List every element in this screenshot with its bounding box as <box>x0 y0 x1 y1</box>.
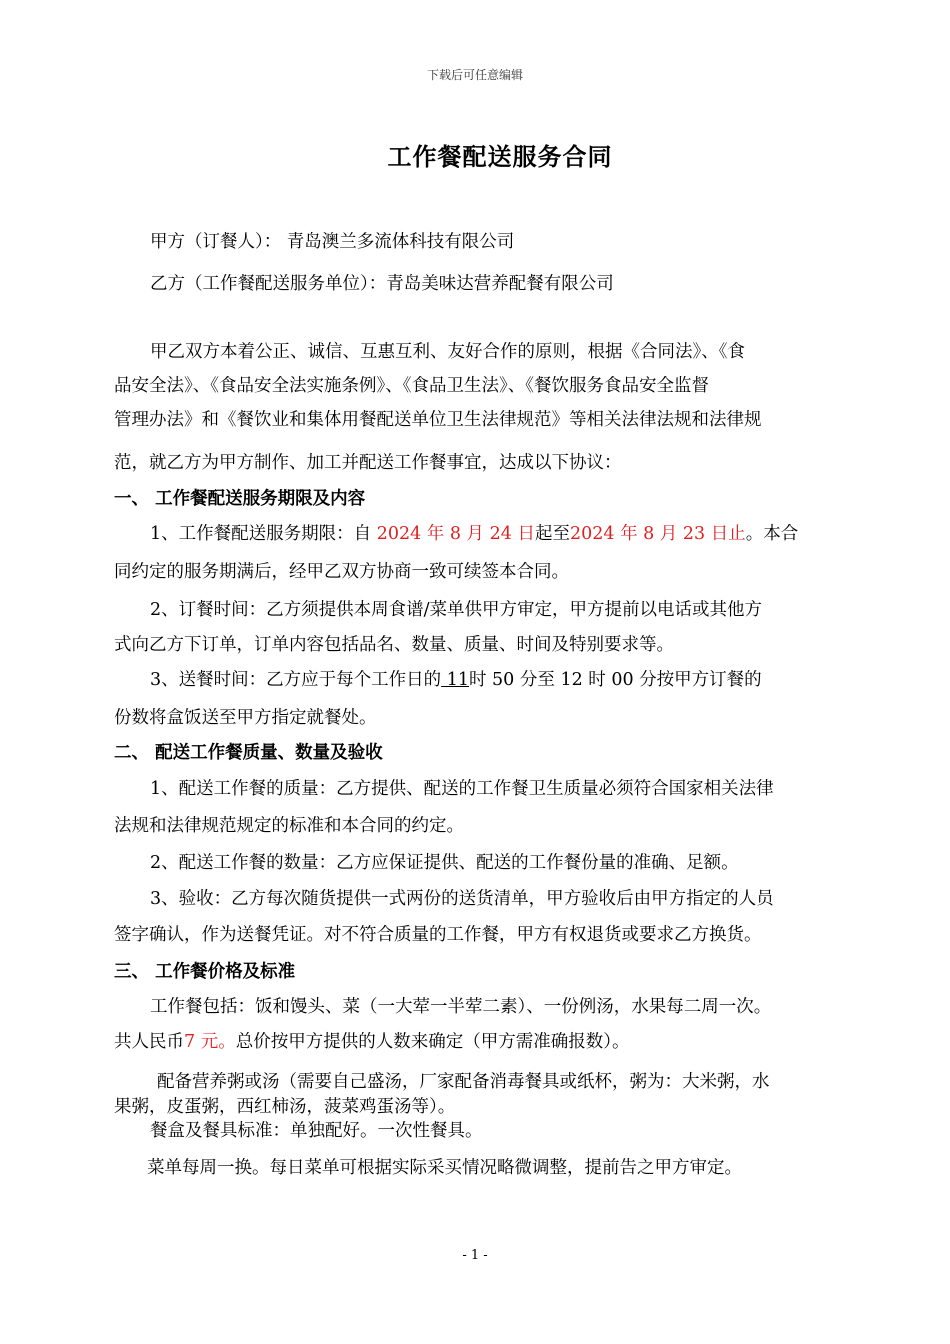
congee-line2: 果粥，皮蛋粥，西红柿汤，菠菜鸡蛋汤等）。 <box>114 1097 456 1117</box>
price-line <box>114 1028 629 1053</box>
congee-line: 配备营养粥或汤（需要自己盛汤，厂家配备消毒餐具或纸杯，粥为：大米粥，水 <box>157 1072 770 1092</box>
term-mid: 起至 <box>534 524 570 544</box>
section-heading: 一、 工作餐配送服务期限及内容 <box>114 489 366 509</box>
order-time-clause-line2: 式向乙方下订单，订单内容包括品名、数量、质量、时间及特别要求等。 <box>114 635 674 655</box>
delivery-time-clause-line2: 份数将盒饭送至甲方指定就餐处。 <box>114 708 377 728</box>
term-suffix: 。本合 <box>745 524 799 544</box>
intro-line: 管理办法》和《餐饮业和集体用餐配送单位卫生法律规范》等相关法律法规和法律规 <box>114 410 762 430</box>
delivery-time-clause <box>150 666 762 691</box>
price-suffix: 总价按甲方提供的人数来确定（甲方需准确报数）。 <box>235 1032 630 1052</box>
section-heading: 三、 工作餐价格及标准 <box>114 962 296 982</box>
order-time-clause: 2、订餐时间：乙方须提供本周食谱/菜单供甲方审定，甲方提前以电话或其他方 <box>150 600 763 620</box>
intro-line: 甲乙双方本着公正、诚信、互惠互利、友好合作的原则，根据《合同法》、《食 <box>150 342 745 362</box>
page-number: - 1 - <box>462 1248 488 1263</box>
delivery-suffix: 时 50 分至 12 时 00 分按甲方订餐的 <box>468 670 762 690</box>
document-title: 工作餐配送服务合同 <box>387 142 613 171</box>
acceptance-clause-line2: 签字确认，作为送餐凭证。对不符合质量的工作餐，甲方有权退货或要求乙方换货。 <box>114 925 762 945</box>
term-clause <box>150 520 798 545</box>
meal-content: 工作餐包括：饭和馒头、菜（一大荤一半荤二素）、一份例汤，水果每二周一次。 <box>150 997 772 1017</box>
section-heading: 二、 配送工作餐质量、数量及验收 <box>114 743 383 763</box>
start-date: 2024 年 8 月 24 日 <box>376 524 535 544</box>
header-note: 下载后可任意编辑 <box>426 68 523 82</box>
price-prefix: 共人民币 <box>114 1032 184 1052</box>
term-prefix: 1、工作餐配送服务期限：自 <box>150 524 377 544</box>
term-clause-line2: 同约定的服务期满后，经甲乙双方协商一致可续签本合同。 <box>114 562 569 582</box>
quality-clause-line2: 法规和法律规范规定的标准和本合同的约定。 <box>114 816 464 836</box>
delivery-prefix: 3、送餐时间：乙方应于每个工作日的 <box>150 670 442 690</box>
end-date: 2024 年 8 月 23 日止 <box>569 524 746 544</box>
menu-line: 菜单每周一换。每日菜单可根据实际采买情况略微调整，提前告之甲方审定。 <box>147 1158 742 1178</box>
party-b: 乙方（工作餐配送服务单位）：青岛美味达营养配餐有限公司 <box>150 274 614 294</box>
acceptance-clause: 3、验收：乙方每次随货提供一式两份的送货清单，甲方验收后由甲方指定的人员 <box>150 889 774 909</box>
delivery-hour: 11 <box>441 670 469 690</box>
quality-clause: 1、配送工作餐的质量：乙方提供、配送的工作餐卫生质量必须符合国家相关法律 <box>150 779 774 799</box>
quantity-clause: 2、配送工作餐的数量：乙方应保证提供、配送的工作餐份量的准确、足额。 <box>150 853 739 873</box>
tableware-line: 餐盒及餐具标准：单独配好。一次性餐具。 <box>150 1121 483 1141</box>
price-value: 7 元。 <box>184 1032 236 1052</box>
party-a: 甲方（订餐人）： 青岛澳兰多流体科技有限公司 <box>150 232 515 252</box>
intro-line: 范，就乙方为甲方制作、加工并配送工作餐事宜，达成以下协议： <box>114 453 622 473</box>
intro-line: 品安全法》、《食品安全法实施条例》、《食品卫生法》、《餐饮服务食品安全监督 <box>114 376 709 396</box>
